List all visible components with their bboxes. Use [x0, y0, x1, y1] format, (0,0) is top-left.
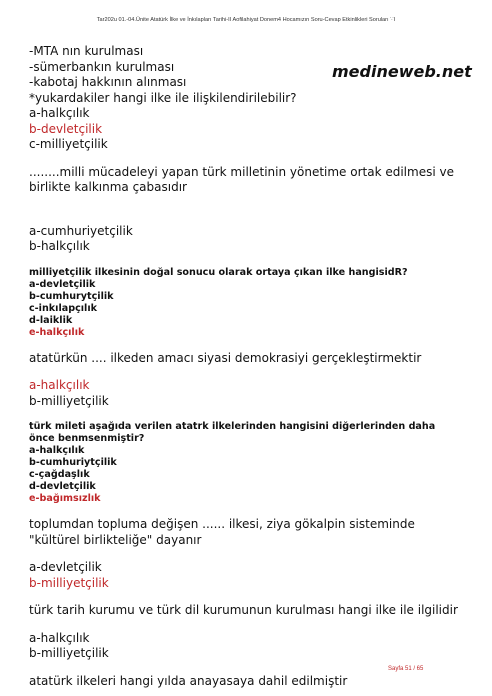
q4-option-b: b-milliyetçilik: [29, 393, 109, 408]
q1-option-a: a-halkçılık: [29, 106, 90, 120]
q3-option-e-answer: e-halkçılık: [29, 326, 85, 338]
question-7: [29, 603, 469, 662]
q1-option-b-answer: b-devletçilik: [29, 121, 103, 136]
document-body: [29, 44, 469, 689]
q2-line: birlikte kalkınma çabasıdır: [29, 180, 187, 194]
q2-line: ........milli mücadeleyi yapan türk milletinin yönetime ortak edilmesi ve: [29, 164, 454, 179]
q5-option-a: a-halkçılık: [29, 445, 85, 456]
q8-question: atatürk ilkeleri hangi yılda anayasaya dahil edilmiştir: [29, 673, 348, 688]
page-number: Sayfa 51 / 65: [388, 666, 424, 672]
q2-option-a: a-cumhuriyetçilik: [29, 223, 133, 238]
q1-line: -kabotaj hakkının alınması: [29, 75, 187, 89]
question-1: [29, 44, 469, 153]
question-4: [29, 351, 469, 410]
q3-option-d: d-laiklik: [29, 314, 73, 326]
question-2: [29, 165, 469, 255]
q5-option-b: b-cumhuriytçilik: [29, 457, 117, 468]
q3-option-c: c-inkılapçılık: [29, 302, 98, 314]
q3-question: milliyetçilik ilkesinin doğal sonucu olarak ortaya çıkan ilke hangisidR?: [29, 266, 408, 278]
question-5: [29, 421, 469, 505]
page-header: Tar202u 01.-04.Ünite Atatürk İlke ve İnkılapları Tarihi-II Aofilahiyat Donem4 Hocamızın Soru-Cevap Etkinlikleri Soruları ∵I: [96, 17, 396, 23]
q3-option-a: a-devletçilik: [29, 278, 96, 290]
q6-line: "kültürel birlikteliğe" dayanır: [29, 532, 202, 547]
q1-line: -sümerbankın kurulması: [29, 59, 175, 74]
q1-line: -MTA nın kurulması: [29, 44, 144, 58]
question-8: [29, 674, 469, 690]
q7-question: türk tarih kurumu ve türk dil kurumunun kurulması hangi ilke ile ilgilidir: [29, 603, 458, 617]
q5-line: türk mileti aşağıda verilen atatrk ilkelerinden hangisini diğerlerinden daha: [29, 421, 436, 432]
q5-line: önce benmsenmiştir?: [29, 433, 145, 444]
q2-option-b: b-halkçılık: [29, 239, 90, 253]
question-6: [29, 517, 469, 591]
q6-option-b-answer: b-milliyetçilik: [29, 575, 109, 590]
q3-option-b: b-cumhurytçilik: [29, 290, 114, 302]
q4-question: atatürkün .... ilkeden amacı siyasi demokrasiyi gerçekleştirmektir: [29, 350, 422, 365]
question-3: [29, 267, 469, 339]
q1-option-c: c-milliyetçilik: [29, 137, 108, 151]
q6-line: toplumdan topluma değişen ...... ilkesi, ziya gökalpin sisteminde: [29, 517, 415, 531]
q5-option-c: c-çağdaşlık: [29, 469, 90, 480]
q6-option-a: a-devletçilik: [29, 560, 102, 574]
q5-option-e-answer: e-bağımsızlık: [29, 493, 101, 504]
q7-option-a: a-halkçılık: [29, 630, 90, 645]
q5-option-d: d-devletçilik: [29, 481, 96, 492]
q4-option-a-answer: a-halkçılık: [29, 378, 90, 392]
q7-option-b: b-milliyetçilik: [29, 646, 109, 660]
watermark: medineweb.net: [332, 62, 472, 81]
q1-question: *yukardakiler hangi ilke ile ilişkilendirilebilir?: [29, 90, 297, 105]
